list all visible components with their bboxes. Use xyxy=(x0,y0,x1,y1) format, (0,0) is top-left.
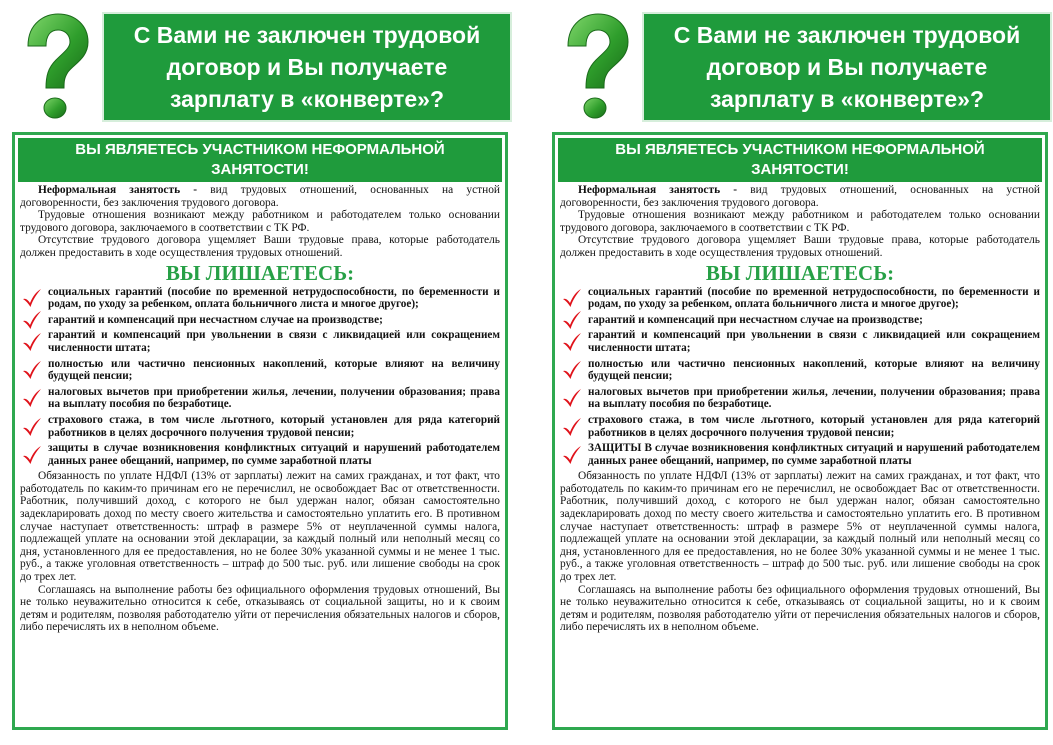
checkmark-icon xyxy=(22,445,42,465)
deprivation-item-text: гарантий и компенсаций при несчастном случае на производстве; xyxy=(588,313,923,326)
intro-term: Неформальная занятость - xyxy=(578,184,738,196)
checkmark-icon xyxy=(22,360,42,380)
checkmark-icon xyxy=(22,417,42,437)
deprivation-item xyxy=(560,358,1040,383)
content-frame xyxy=(12,132,508,730)
deprivation-item xyxy=(20,358,500,383)
deprivation-list xyxy=(20,286,500,468)
deprive-heading: ВЫ ЛИШАЕТЕСЬ: xyxy=(705,260,895,285)
deprivation-item-text: налоговых вычетов при приобретении жилья, лечении, получении образования; права на выплату пособия по безработице. xyxy=(588,385,1040,411)
deprivation-list xyxy=(560,286,1040,468)
deprivation-item-text: защиты в случае возникновения конфликтных ситуаций и нарушений работодателем данных ранее обещаний, например, по сумме заработной платы xyxy=(48,442,500,467)
intro-paragraph: Трудовые отношения возникают между работником и работодателем только основании трудового договора, заключаемого в соответствии с ТК РФ. xyxy=(20,209,500,234)
question-mark-icon xyxy=(558,12,630,124)
deprivation-item-text: ЗАЩИТЫ В случае возникновения конфликтных ситуаций и нарушений работодателем данных ранее обещаний, например, по сумме заработной платы xyxy=(588,442,1040,467)
leaflet-title: С Вами не заключен трудовой договор и Вы получаете зарплату в «конверте»? xyxy=(673,22,1021,112)
checkmark-icon xyxy=(562,360,582,380)
outro-paragraph: Соглашаясь на выполнение работы без официального оформления трудовых отношений, Вы не только неуважительно относится к себе, отказываясь от социальной защиты, но и к своим детям и родителям, позволяя работодателю уйти от перечисления обязательных налогов и сборов, либо перечислять их в неполном объеме. xyxy=(20,583,500,634)
deprivation-item-text: гарантий и компенсаций при увольнении в связи с ликвидацией или сокращением численности штата; xyxy=(48,329,500,354)
deprivation-item xyxy=(20,314,500,327)
checkmark-icon xyxy=(562,388,582,408)
deprivation-item xyxy=(20,386,500,411)
intro-definition xyxy=(560,184,1040,209)
deprive-heading: ВЫ ЛИШАЕТЕСЬ: xyxy=(165,260,355,285)
checkmark-icon xyxy=(22,332,42,352)
intro-term-definition: вид трудовых отношений, основанных на устной договоренности, без заключения трудового договора. xyxy=(20,184,500,209)
subheading: ВЫ ЯВЛЯЕТЕСЬ УЧАСТНИКОМ НЕФОРМАЛЬНОЙ ЗАНЯТОСТИ! xyxy=(558,138,1042,182)
title-banner xyxy=(644,14,1050,120)
intro-paragraph: Трудовые отношения возникают между работником и работодателем только основании трудового договора, заключаемого в соответствии с ТК РФ. xyxy=(560,209,1040,234)
subheading: ВЫ ЯВЛЯЕТЕСЬ УЧАСТНИКОМ НЕФОРМАЛЬНОЙ ЗАНЯТОСТИ! xyxy=(18,138,502,182)
checkmark-icon xyxy=(22,388,42,408)
checkmark-icon xyxy=(562,288,582,308)
deprivation-item-text: гарантий и компенсаций при несчастном случае на производстве; xyxy=(48,313,383,326)
deprivation-item-text: налоговых вычетов при приобретении жилья, лечении, получении образования; права на выплату пособия по безработице. xyxy=(48,385,500,411)
deprivation-item xyxy=(560,286,1040,311)
deprivation-item xyxy=(20,286,500,311)
checkmark-icon xyxy=(22,310,42,330)
deprivation-item-text: полностью или частично пенсионных накоплений, которые влияют на величину будущей пенсии; xyxy=(588,357,1040,383)
intro-term-definition: вид трудовых отношений, основанных на устной договоренности, без заключения трудового договора. xyxy=(560,184,1040,209)
deprivation-item xyxy=(560,414,1040,439)
leaflet-title: С Вами не заключен трудовой договор и Вы получаете зарплату в «конверте»? xyxy=(133,22,481,112)
intro-paragraph: Отсутствие трудового договора ущемляет Ваши трудовые права, которые работодатель должен предоставить в ходе осуществления трудовых отношений. xyxy=(560,234,1040,259)
checkmark-icon xyxy=(562,332,582,352)
checkmark-icon xyxy=(562,417,582,437)
deprivation-item-text: страхового стажа, в том числе льготного, который установлен для ряда категорий работников в целях досрочного получения трудовой пенсии; xyxy=(48,413,500,439)
question-mark-icon xyxy=(18,12,90,124)
deprivation-item xyxy=(560,314,1040,327)
outro-paragraph: Обязанность по уплате НДФЛ (13% от зарплаты) лежит на самих гражданах, и тот факт, что работодатель по каким-то причинам его не перечислил, не освобождает Вас от ответственности. Работник, получивший доход, с которого не был удержан налог, обязан самостоятельно задекларировать доход по месту своего жительства и самостоятельно уплатить его. В противном случае наступает ответственность: штраф в размере 5% от неуплаченной суммы налога, подлежащей уплате на основании этой декларации, за каждый полный или неполный месяц со дня, установленного для ее предоставления, но не более 30% указанной суммы и не менее 1 тыс. руб., а также уголовная ответственность – штраф до 500 тыс. руб. или лишение свободы на срок до трех лет. xyxy=(560,470,1040,584)
deprivation-item-text: социальных гарантий (пособие по временной нетрудоспособности, по беременности и родам, по уходу за ребенком, оплата больничного листа и многое другое); xyxy=(588,285,1040,311)
deprivation-item-text: страхового стажа, в том числе льготного, который установлен для ряда категорий работников в целях досрочного получения трудовой пенсии; xyxy=(588,413,1040,439)
title-banner xyxy=(104,14,510,120)
checkmark-icon xyxy=(562,445,582,465)
outro-paragraph: Обязанность по уплате НДФЛ (13% от зарплаты) лежит на самих гражданах, и тот факт, что работодатель по каким-то причинам его не перечислил, не освобождает Вас от ответственности. Работник, получивший доход, с которого не был удержан налог, обязан самостоятельно задекларировать доход по месту своего жительства и самостоятельно уплатить его. В противном случае наступает ответственность: штраф в размере 5% от неуплаченной суммы налога, подлежащей уплате на основании этой декларации, за каждый полный или неполный месяц со дня, установленного для ее предоставления, но не более 30% указанной суммы и не менее 1 тыс. руб., а также уголовная ответственность – штраф до 500 тыс. руб. или лишение свободы на срок до трех лет. xyxy=(20,470,500,584)
checkmark-icon xyxy=(562,310,582,330)
deprivation-item-text: социальных гарантий (пособие по временной нетрудоспособности, по беременности и родам, по уходу за ребенком, оплата больничного листа и многое другое); xyxy=(48,285,500,311)
deprivation-item xyxy=(560,442,1040,467)
leaflet-left xyxy=(8,0,518,745)
deprivation-item xyxy=(20,329,500,354)
leaflet-right xyxy=(548,0,1053,745)
deprivation-item xyxy=(560,386,1040,411)
deprivation-item xyxy=(20,414,500,439)
checkmark-icon xyxy=(22,288,42,308)
deprivation-item xyxy=(560,329,1040,354)
content-frame xyxy=(552,132,1048,730)
deprivation-item-text: гарантий и компенсаций при увольнении в связи с ликвидацией или сокращением численности штата; xyxy=(588,329,1040,354)
intro-term: Неформальная занятость - xyxy=(38,184,198,196)
intro-paragraph: Отсутствие трудового договора ущемляет Ваши трудовые права, которые работодатель должен предоставить в ходе осуществления трудовых отношений. xyxy=(20,234,500,259)
deprivation-item-text: полностью или частично пенсионных накоплений, которые влияют на величину будущей пенсии; xyxy=(48,357,500,383)
intro-definition xyxy=(20,184,500,209)
outro-paragraph: Соглашаясь на выполнение работы без официального оформления трудовых отношений, Вы не только неуважительно относится к себе, отказываясь от социальной защиты, но и к своим детям и родителям, позволяя работодателю уйти от перечисления обязательных налогов и сборов, либо перечислять их в неполном объеме. xyxy=(560,583,1040,634)
deprivation-item xyxy=(20,442,500,467)
